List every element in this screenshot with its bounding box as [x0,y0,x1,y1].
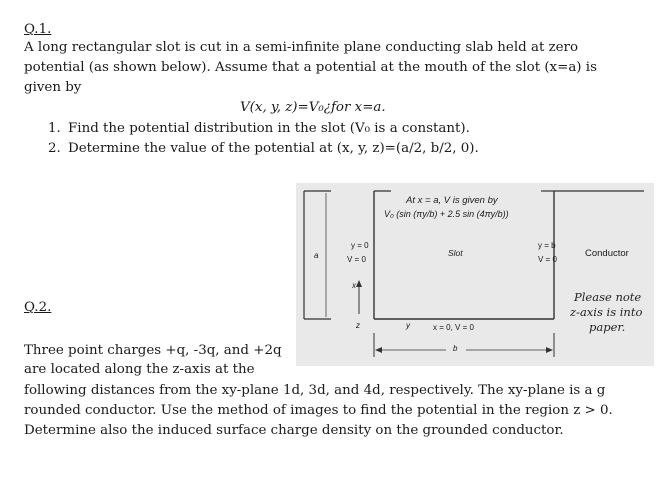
slot-figure [296,183,654,366]
note-line-1: Please note [574,290,642,304]
figure-y-axis-label: y [406,321,410,330]
figure-right-y-label: y = b [538,241,556,250]
q1-intro-line-1: A long rectangular slot is cut in a semi-infinite plane conducting slab held at zero [24,40,579,55]
note-line-3: paper. [589,320,626,334]
q1-equation: V(x, y, z)=V₀¿for x=a. [240,100,386,115]
q1-intro-line-2: potential (as shown below). Assume that a potential at the mouth of the slot (x=a) is [24,60,597,75]
figure-dimension-b-label: b [453,344,458,353]
figure-conductor-label: Conductor [585,248,629,259]
figure-top-label-line-2: V₀ (sin (πy/b) + 2.5 sin (4πy/b)) [384,209,509,219]
figure-x-axis-label: x [352,281,356,290]
figure-slot-label: Slot [448,248,463,258]
q2-line-1: Three point charges +q, -3q, and +2q [24,343,282,358]
q1-item-1-number: 1. [48,121,61,136]
q2-line-2: are located along the z-axis at the [24,362,255,377]
figure-dimension-a-label: a [314,251,319,260]
q2-line-5: Determine also the induced surface charge density on the grounded conductor. [24,423,564,438]
q1-heading: Q.1. [24,22,52,37]
q1-item-1-text: Find the potential distribution in the slot (V₀ is a constant). [68,121,470,136]
figure-left-y-label: y = 0 [351,241,369,250]
q2-line-3: following distances from the xy-plane 1d, 3d, and 4d, respectively. The xy-plane is a g [24,383,606,398]
note-line-2: z-axis is into [570,305,643,319]
figure-left-v-label: V = 0 [347,255,366,264]
q2-line-4: rounded conductor. Use the method of images to find the potential in the region z > 0. [24,403,613,418]
figure-z-axis-label: z [356,321,360,330]
figure-bottom-label: x = 0, V = 0 [433,323,474,332]
q2-heading: Q.2. [24,300,52,315]
figure-top-label-line-1: At x = a, V is given by [406,195,498,206]
q1-item-2-text: Determine the value of the potential at (x, y, z)=(a/2, b/2, 0). [68,141,479,156]
dimension-b-left-arrow [375,347,382,353]
q1-item-2-number: 2. [48,141,61,156]
dimension-b-right-arrow [546,347,553,353]
q1-intro-line-3: given by [24,80,82,95]
figure-right-v-label: V = 0 [538,255,557,264]
x-axis-arrowhead [356,280,362,287]
